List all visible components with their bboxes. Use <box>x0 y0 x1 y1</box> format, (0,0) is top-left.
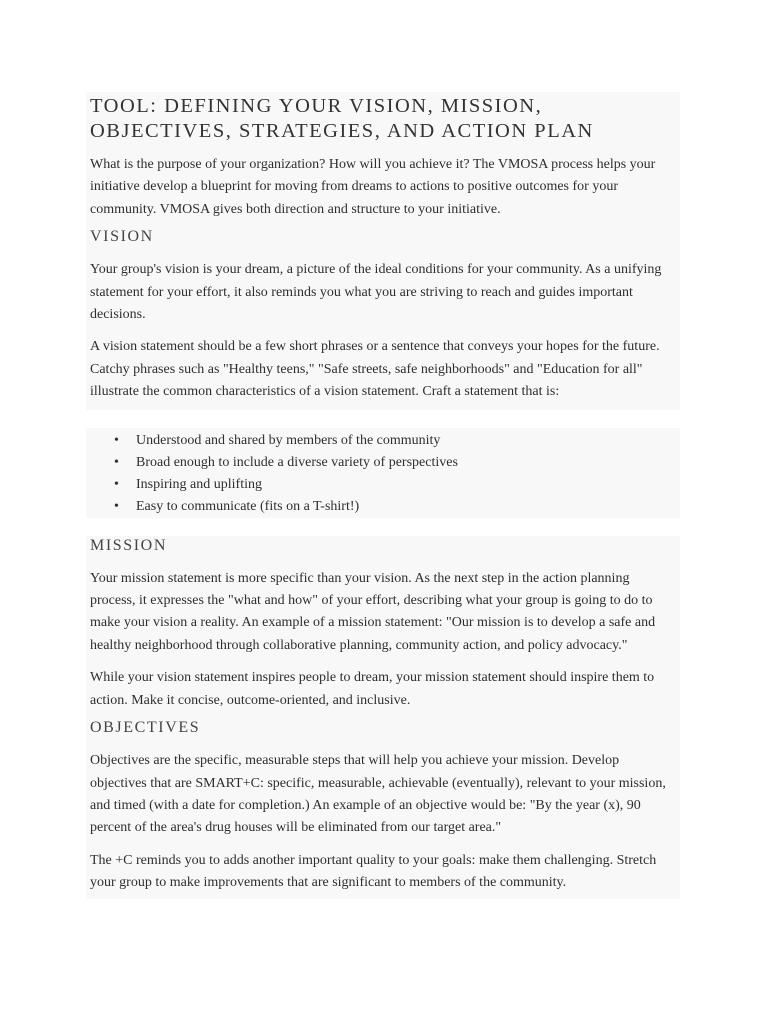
mission-objectives-block <box>86 536 680 899</box>
page-title-line-2: OBJECTIVES, STRATEGIES, AND ACTION PLAN <box>90 120 594 142</box>
page-title-line-1: TOOL: DEFINING YOUR VISION, MISSION, <box>90 95 543 117</box>
mission-paragraph-1: Your mission statement is more specific than your vision. As the next step in the action planning process, it expresses the "what and how" of your effort, describing what your group is going to do to make your vision a reality. An example of a mission statement: "Our mission is to develop a safe and healthy neighborhood through collaborative planning, community action, and policy advocacy." <box>90 570 656 653</box>
vision-bullets-block <box>86 428 680 518</box>
list-item: • Understood and shared by members of the community <box>90 430 676 452</box>
block-gap <box>86 410 680 428</box>
mission-heading: MISSION <box>90 536 167 554</box>
mission-paragraph-2: While your vision statement inspires people to dream, your mission statement should inspire them to action. Make it concise, outcome-oriented, and inclusive. <box>90 670 655 708</box>
list-item: • Broad enough to include a diverse variety of perspectives <box>90 452 676 474</box>
page-title <box>90 92 676 144</box>
intro-paragraph: What is the purpose of your organization? How will you achieve it? The VMOSA process helps your initiative develop a blueprint for moving from dreams to actions to positive outcomes for your community. VMOSA gives both direction and structure to your initiative. <box>90 157 656 217</box>
objectives-paragraph-2: The +C reminds you to adds another important quality to your goals: make them challenging. Stretch your group to make improvements that are significant to members of the community. <box>90 852 657 891</box>
block-gap <box>86 518 680 536</box>
vision-bullet-list <box>90 430 676 518</box>
title-and-vision-block <box>86 92 680 410</box>
list-item: • Inspiring and uplifting <box>90 474 676 496</box>
vision-heading: VISION <box>90 228 154 246</box>
document-page <box>86 92 680 899</box>
objectives-heading: OBJECTIVES <box>90 719 201 737</box>
vision-paragraph-2: A vision statement should be a few short phrases or a sentence that conveys your hopes for the future. Catchy phrases such as "Healthy teens," "Safe streets, safe neighborhoods" and "Education for all" illustrate the common characteristics of a vision statement. Craft a statement that is: <box>90 339 660 400</box>
list-item: • Easy to communicate (fits on a T-shirt!) <box>90 496 676 518</box>
objectives-paragraph-1: Objectives are the specific, measurable steps that will help you achieve your mission. Develop objectives that are SMART+C: specific, measurable, achievable (eventually), relevant to your mission, and timed (with a date for completion.) An example of an objective would be: "By the year (x), 90 percent of the area's drug houses will be eliminated from our target area." <box>90 753 666 836</box>
vision-paragraph-1: Your group's vision is your dream, a picture of the ideal conditions for your community. As a unifying statement for your effort, it also reminds you what you are striving to reach and guides important decisions. <box>90 262 662 323</box>
